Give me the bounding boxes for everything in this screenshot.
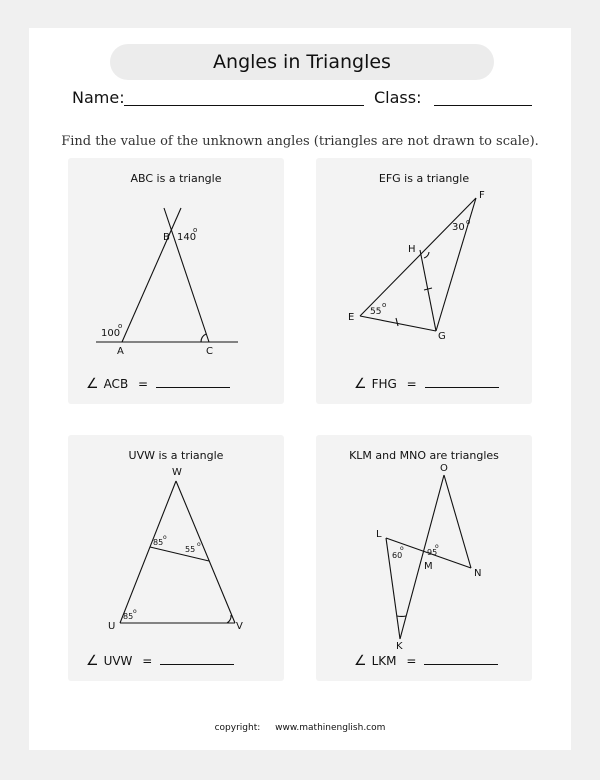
label-n: N <box>474 568 482 579</box>
instructions: Find the value of the unknown angles (triangles are not drawn to scale). <box>61 134 539 149</box>
angle-symbol: ∠ <box>86 376 99 392</box>
degree-mark: o <box>382 301 387 309</box>
angle-b-value: 140 <box>177 232 197 243</box>
problem-panel-klm <box>316 435 532 681</box>
equals-sign: = <box>138 377 149 391</box>
answer-label: LKM <box>371 654 397 668</box>
class-label: Class: <box>374 88 422 107</box>
site-link[interactable]: www.mathinenglish.com <box>275 723 386 733</box>
problem-panel-uvw <box>68 435 284 681</box>
triangle-efg-diagram <box>316 158 532 404</box>
name-class-bar <box>72 88 542 110</box>
answer-blank[interactable] <box>156 377 230 388</box>
name-label: Name: <box>72 88 125 107</box>
triangle-abc-diagram <box>68 158 284 404</box>
angle-left-value: 85 <box>153 538 164 547</box>
degree-mark: o <box>197 541 201 548</box>
problem-panel-efg <box>316 158 532 404</box>
angle-e-value: 55 <box>370 307 382 317</box>
triangles-klm-mno-diagram <box>316 435 532 681</box>
angle-symbol: ∠ <box>354 653 367 669</box>
triangle-uvw-diagram <box>68 435 284 681</box>
class-blank[interactable] <box>434 105 532 106</box>
answer-label: UVW <box>103 654 133 668</box>
label-v: V <box>236 621 243 632</box>
angle-f-value: 30 <box>452 222 465 233</box>
angle-h-arc <box>424 252 429 258</box>
line-eg <box>360 316 436 331</box>
degree-mark: o <box>118 322 123 330</box>
tick-mark <box>396 318 398 326</box>
label-k: K <box>396 641 403 652</box>
answer-line <box>354 376 499 392</box>
label-h: H <box>408 244 416 255</box>
label-f: F <box>479 190 485 201</box>
answer-blank[interactable] <box>425 377 499 388</box>
label-o: O <box>440 463 448 474</box>
line-hg <box>420 250 436 331</box>
problem-heading: ABC is a triangle <box>130 172 222 185</box>
angle-v-arc <box>227 615 231 623</box>
angle-m-value: 95 <box>427 548 438 557</box>
name-blank[interactable] <box>124 105 364 106</box>
problem-panel-abc <box>68 158 284 404</box>
problem-heading: UVW is a triangle <box>128 449 224 462</box>
label-m: M <box>424 561 433 572</box>
label-l: L <box>376 529 382 540</box>
answer-line <box>86 653 234 669</box>
degree-mark: o <box>163 534 167 541</box>
label-e: E <box>348 312 355 323</box>
line-ab <box>122 208 181 342</box>
answer-line <box>86 376 230 392</box>
answer-label: FHG <box>371 377 397 391</box>
answer-line <box>354 653 498 669</box>
angle-a-value: 100 <box>101 328 121 339</box>
line-on <box>444 475 471 568</box>
copyright-label: copyright: <box>214 723 261 733</box>
line-uw <box>120 481 176 623</box>
problem-heading: EFG is a triangle <box>378 172 470 185</box>
degree-mark: o <box>435 543 439 550</box>
footer <box>0 723 600 733</box>
problem-heading: KLM and MNO are triangles <box>349 449 499 462</box>
worksheet-title <box>110 44 494 80</box>
line-ko <box>400 475 444 639</box>
equals-sign: = <box>406 377 417 391</box>
angle-u-value: 85 <box>123 612 134 621</box>
angle-c-arc <box>201 334 206 342</box>
title-text: Angles in Triangles <box>213 51 391 73</box>
label-w: W <box>172 467 182 478</box>
equals-sign: = <box>142 654 153 668</box>
degree-mark: o <box>466 218 471 226</box>
angle-symbol: ∠ <box>354 376 367 392</box>
angle-l-value: 60 <box>392 551 403 560</box>
angle-right-value: 55 <box>185 545 196 554</box>
line-bc <box>164 208 209 342</box>
label-b: B <box>163 232 170 243</box>
label-u: U <box>108 621 116 632</box>
label-c: C <box>206 346 213 357</box>
degree-mark: o <box>133 608 137 615</box>
line-transversal <box>150 547 209 561</box>
label-a: A <box>117 346 124 357</box>
degree-mark: o <box>193 226 198 234</box>
answer-label: ACB <box>103 377 129 391</box>
label-g: G <box>438 331 446 342</box>
answer-blank[interactable] <box>424 654 498 665</box>
angle-symbol: ∠ <box>86 653 99 669</box>
answer-blank[interactable] <box>160 654 234 665</box>
degree-mark: o <box>400 545 404 552</box>
equals-sign: = <box>406 654 417 668</box>
